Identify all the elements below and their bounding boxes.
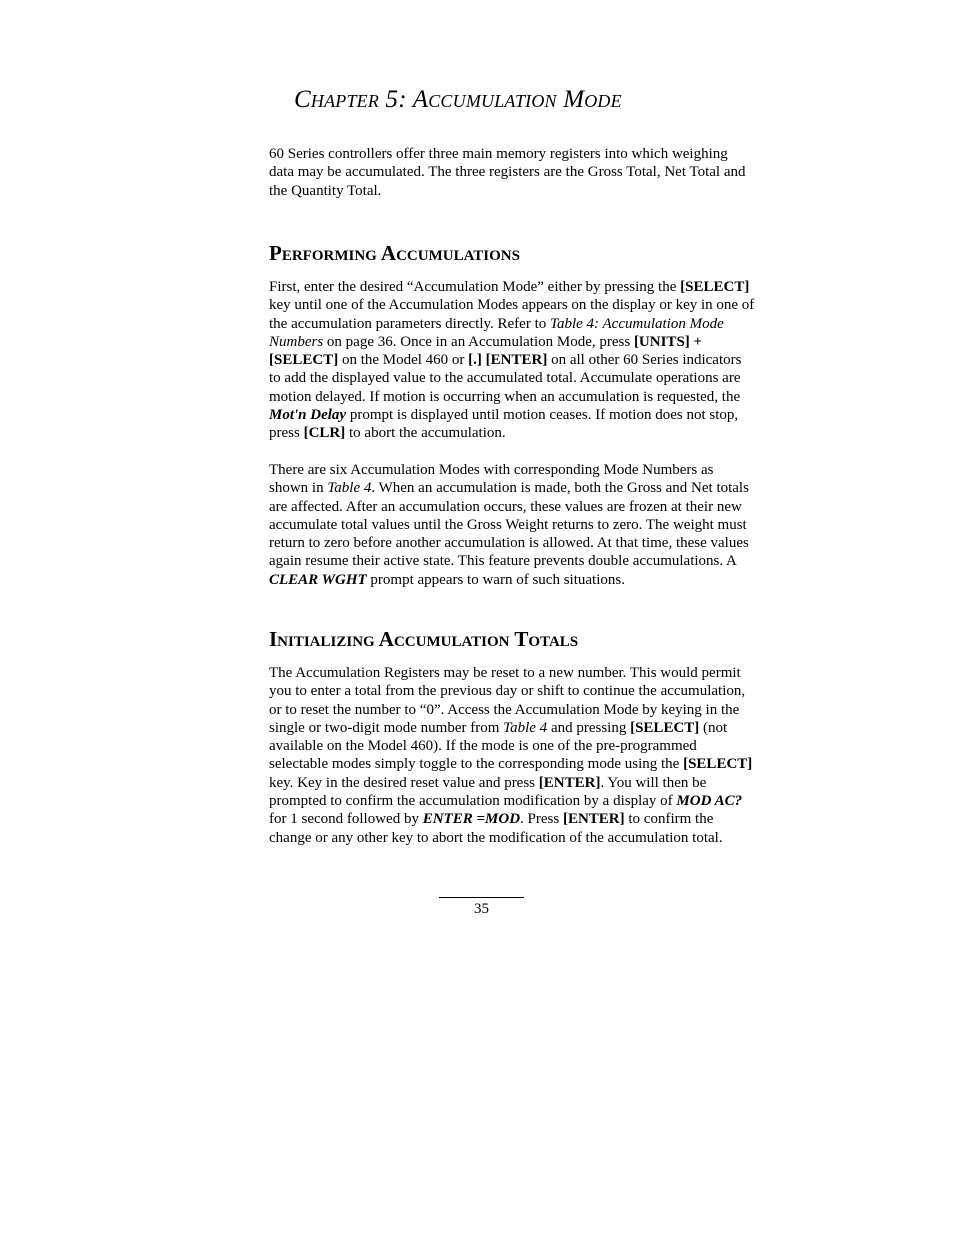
- prompt-mod-ac: MOD AC?: [676, 793, 743, 810]
- footer-rule: [439, 897, 524, 898]
- performing-accumulations-paragraph-2: There are six Accumulation Modes with corresponding Mode Numbers as shown in Table 4. When an accumulation is made, both the Gross and Net totals are affected. After an accumulation occurs, these values are frozen at their new accumulate total values until the Gross Weight returns to zero. The weight must return to zero before another accumulation is allowed. At that time, these values again resume their active state. This feature prevents double accumulations. A CLEAR WGHT prompt appears to warn of such situations.: [269, 462, 749, 588]
- key-units-select: [UNITS] + [SELECT]: [269, 333, 703, 369]
- page-number: 35: [474, 901, 489, 917]
- section-heading-initializing-accumulation-totals: Initializing Accumulation Totals: [269, 627, 579, 651]
- prompt-motn-delay: Mot'n Delay: [269, 407, 347, 424]
- table-reference: Table 4: [327, 480, 372, 497]
- prompt-clear-wght: CLEAR WGHT: [269, 571, 367, 588]
- prompt-enter-mod: ENTER =MOD: [422, 811, 521, 828]
- key-select: [SELECT]: [683, 756, 753, 773]
- key-enter: [ENTER]: [562, 811, 625, 828]
- key-dot-enter: [.] [ENTER]: [468, 352, 548, 369]
- table-reference: Table 4: [503, 719, 548, 736]
- key-select: [SELECT]: [680, 279, 750, 295]
- key-select: [SELECT]: [630, 719, 700, 736]
- section-heading-performing-accumulations: Performing Accumulations: [269, 241, 520, 265]
- initializing-totals-paragraph: The Accumulation Registers may be reset to a new number. This would permit you to enter a total from the previous day or shift to continue the accumulation, or to reset the number to “0”. Access the Accumulation Mode by keying in the single or two-digit mode number from Table 4 and pressing [SELECT] (not available on the Model 460). If the mode is one of the pre-programmed selectable modes simply toggle to the corresponding mode using the [SELECT] key. Key in the desired reset value and press [ENTER]. You will then be prompted to confirm the accumulation modification by a display of MOD AC? for 1 second followed by ENTER =MOD. Press [ENTER] to confirm the change or any other key to abort the modification of the accumulation total.: [269, 665, 753, 846]
- performing-accumulations-paragraph-1: First, enter the desired “Accumulation Mode” either by pressing the [SELECT] key until one of the Accumulation Modes appears on the display or key in one of the accumulation parameters directly. Refer to Table 4: Accumulation Mode Numbers on page 36. Once in an Accumulation Mode, press [UNITS] + [SELECT] on the Model 460 or [.] [ENTER] on all other 60 Series indicators to add the displayed value to the accumulated total. Accumulate operations are motion delayed. If motion is occurring when an accumulation is requested, the Mot'n Delay prompt is displayed until motion ceases. If motion does not stop, press [CLR] to abort the accumulation.: [269, 279, 755, 442]
- chapter-title: Chapter 5: Accumulation Mode: [294, 86, 622, 113]
- key-enter: [ENTER]: [538, 774, 601, 791]
- table-reference: Table 4: Accumulation Mode Numbers: [269, 315, 724, 350]
- intro-paragraph: 60 Series controllers offer three main memory registers into which weighing data may be accumulated. The three registers are the Gross Total, Net Total and the Quantity Total.: [269, 146, 746, 199]
- key-clr: [CLR]: [303, 425, 346, 442]
